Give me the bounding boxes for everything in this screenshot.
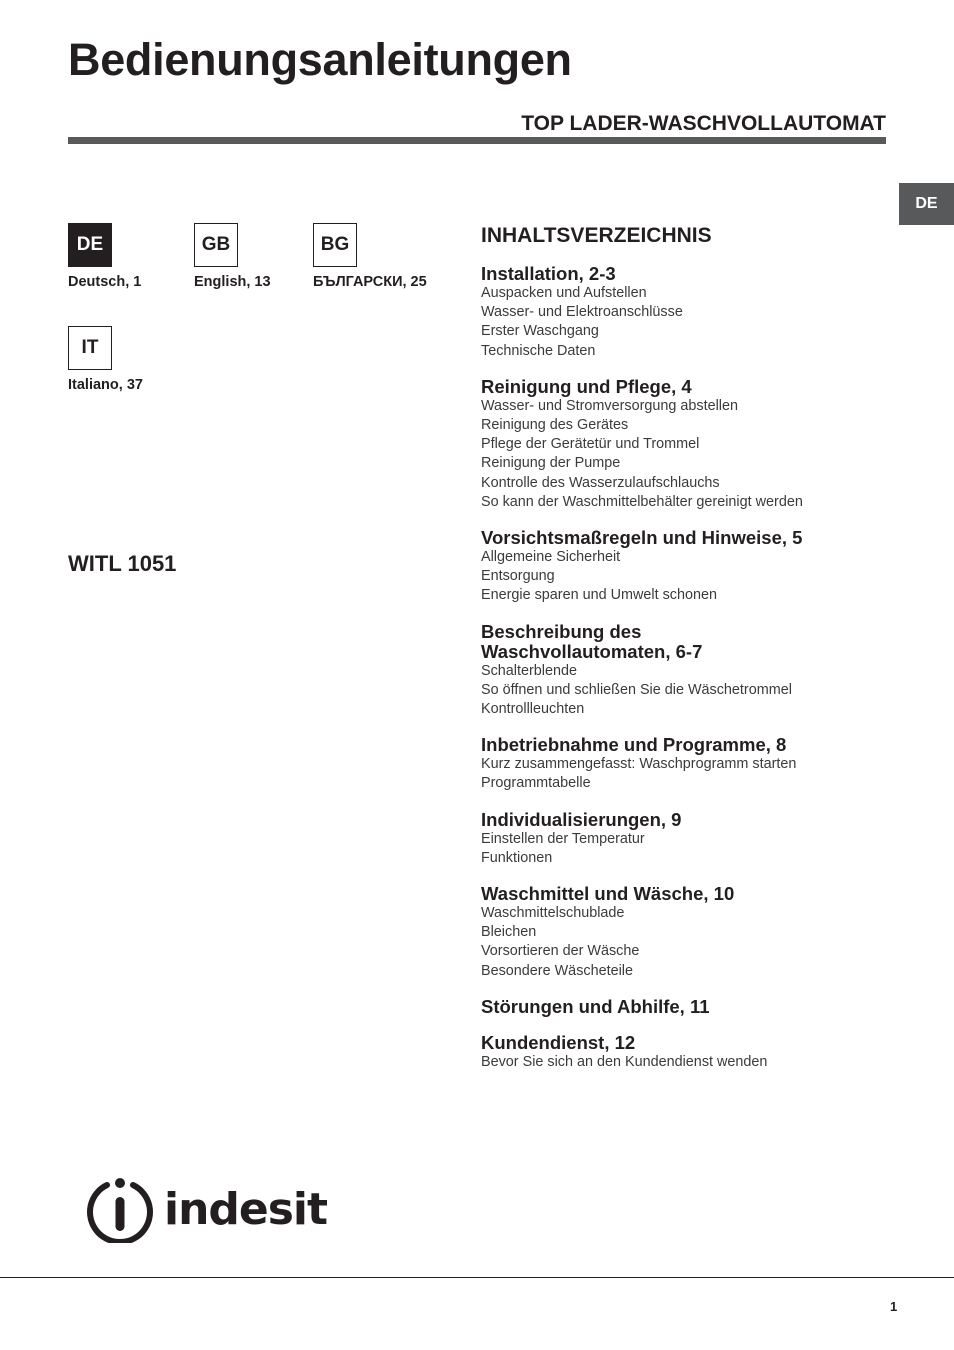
toc-section-inbetriebnahme [481, 735, 881, 793]
product-type-subtitle: TOP LADER-WASCHVOLLAUTOMAT [521, 112, 886, 135]
toc-section-title-line: Beschreibung des [481, 620, 642, 642]
toc-section-installation [481, 264, 881, 361]
toc-item[interactable]: Schalterblende [481, 662, 578, 679]
toc-section-individualisierungen [481, 810, 881, 868]
toc-item[interactable]: Auspacken und Aufstellen [481, 285, 647, 301]
indesit-logo [86, 1174, 327, 1244]
toc-item[interactable]: Besondere Wäscheteile [481, 962, 633, 979]
page-number: 1 [890, 1299, 898, 1314]
toc-section-title[interactable] [481, 622, 881, 662]
language-entry-it[interactable] [68, 326, 218, 393]
toc-item[interactable]: Programmtabelle [481, 775, 591, 792]
model-number: WITL 1051 [68, 551, 177, 576]
toc-section-title[interactable]: Reinigung und Pflege, 4 [481, 375, 692, 397]
indesit-i-logo-icon [86, 1175, 154, 1243]
toc-section-title[interactable]: Vorsichtsmaßregeln und Hinweise, 5 [481, 527, 803, 549]
toc-item[interactable]: Entsorgung [481, 568, 555, 585]
language-side-tab: DE [899, 183, 954, 225]
toc-section-waschmittel [481, 884, 881, 981]
toc-section-title[interactable]: Installation, 2-3 [481, 263, 616, 284]
toc-item[interactable]: Bevor Sie sich an den Kundendienst wenden [481, 1053, 768, 1070]
toc-item[interactable]: Reinigung des Gerätes [481, 417, 629, 434]
toc-item[interactable]: Kontrolle des Wasserzulaufschlauchs [481, 474, 720, 491]
language-badge-bg[interactable]: BG [313, 223, 357, 267]
toc-item[interactable]: Energie sparen und Umwelt schonen [481, 587, 717, 604]
toc-section-title[interactable]: Inbetriebnahme und Programme, 8 [481, 734, 787, 756]
toc-item[interactable]: Wasser- und Stromversorgung abstellen [481, 397, 739, 414]
language-label-gb: English, 13 [194, 274, 271, 290]
toc-section-vorsichtsmassregeln [481, 528, 881, 606]
toc-section-reinigung [481, 377, 881, 512]
toc-item[interactable]: Technische Daten [481, 342, 596, 359]
language-label-bg: БЪЛГАРСКИ, 25 [313, 274, 427, 290]
toc-section-title[interactable]: Störungen und Abhilfe, 11 [481, 995, 710, 1017]
toc-item[interactable]: Kurz zusammengefasst: Waschprogramm starten [481, 756, 797, 773]
toc-item[interactable]: Waschmittelschublade [481, 905, 625, 922]
toc-heading: INHALTSVERZEICHNIS [481, 224, 712, 247]
toc-item[interactable]: Funktionen [481, 849, 553, 866]
toc-item[interactable]: So öffnen und schließen Sie die Wäschetrommel [481, 681, 792, 698]
toc-item[interactable]: Vorsortieren der Wäsche [481, 943, 640, 960]
toc-section-title[interactable]: Kundendienst, 12 [481, 1031, 636, 1053]
toc-item[interactable]: Allgemeine Sicherheit [481, 549, 621, 566]
toc-item[interactable]: Pflege der Gerätetür und Trommel [481, 436, 700, 453]
language-entry-bg[interactable] [313, 223, 463, 290]
language-badge-gb[interactable]: GB [194, 223, 238, 267]
toc-section-kundendienst [481, 1033, 881, 1072]
toc-item[interactable]: Bleichen [481, 924, 537, 941]
toc-item[interactable]: Reinigung der Pumpe [481, 455, 621, 472]
title-divider [68, 137, 886, 144]
page-title: Bedienungsanleitungen [68, 34, 572, 85]
indesit-logo-wordmark: indesit [164, 1183, 328, 1235]
toc-section-title[interactable]: Individualisierungen, 9 [481, 808, 682, 830]
toc-item[interactable]: Wasser- und Elektroanschlüsse [481, 304, 683, 321]
toc-section-title-line: Waschvollautomaten, 6-7 [481, 640, 703, 662]
toc-item[interactable]: Einstellen der Temperatur [481, 830, 645, 847]
toc-item[interactable]: Kontrollleuchten [481, 701, 585, 718]
language-badge-de[interactable]: DE [68, 223, 112, 267]
toc-section-stoerungen [481, 997, 881, 1017]
toc-item[interactable]: Erster Waschgang [481, 323, 599, 340]
toc-item[interactable]: So kann der Waschmittelbehälter gereinigt werden [481, 493, 803, 510]
footer-divider [0, 1277, 954, 1278]
toc-section-title[interactable]: Waschmittel und Wäsche, 10 [481, 883, 735, 905]
language-label-de: Deutsch, 1 [68, 274, 142, 290]
table-of-contents [481, 223, 881, 1088]
language-badge-it[interactable]: IT [68, 326, 112, 370]
toc-section-beschreibung [481, 622, 881, 720]
language-label-it: Italiano, 37 [68, 377, 143, 393]
